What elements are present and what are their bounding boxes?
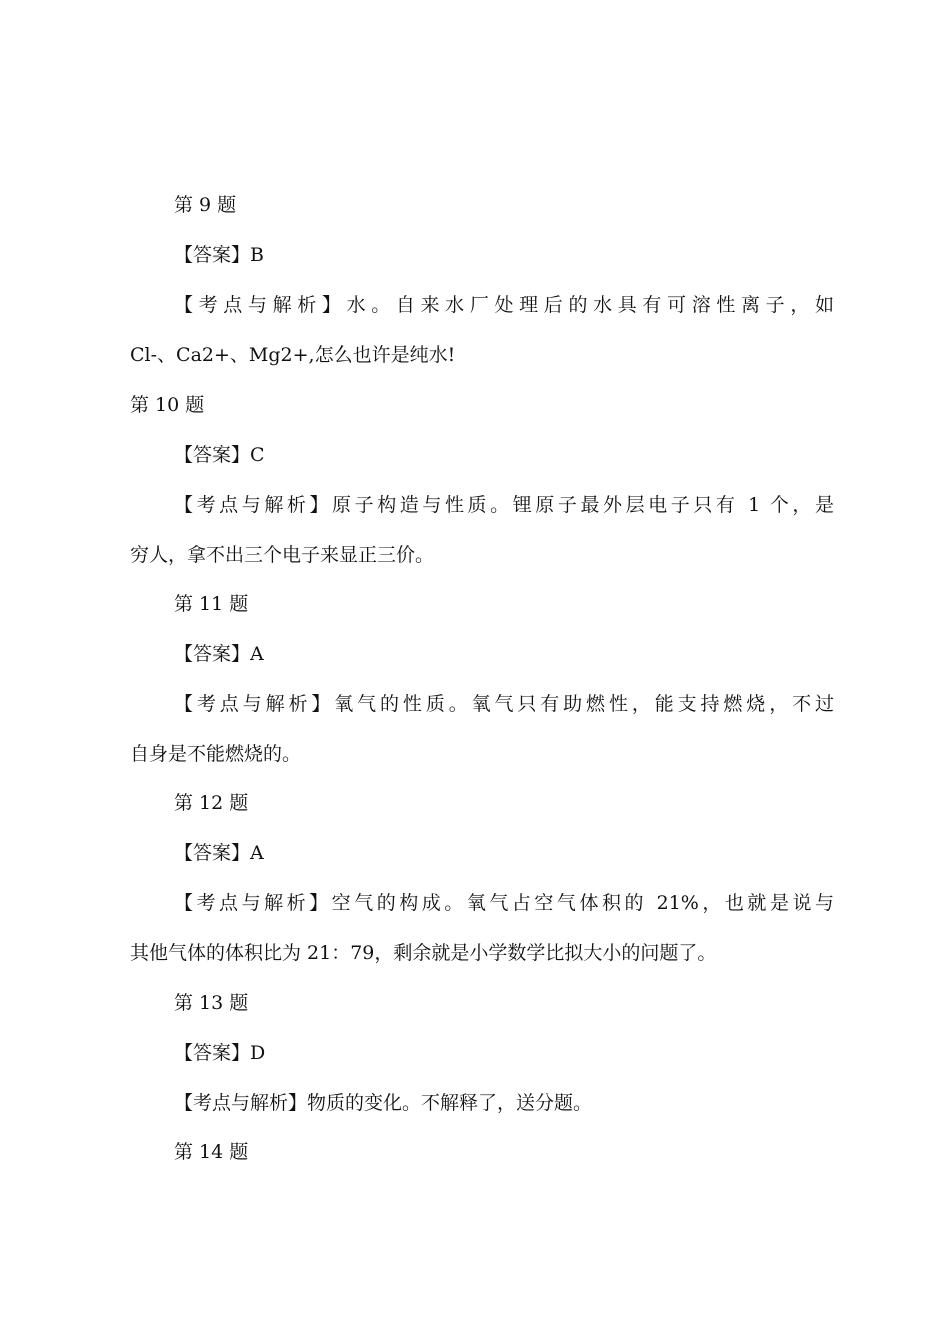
question-10-title: 第 10 题 <box>130 394 205 416</box>
question-9-analysis-line-2: Cl-、Ca2+、Mg2+,怎么也许是纯水! <box>130 344 456 366</box>
question-13-title: 第 13 题 <box>174 992 249 1014</box>
question-11-analysis-line-2: 自身是不能燃烧的。 <box>130 743 302 765</box>
question-10-answer: 【答案】C <box>174 444 265 466</box>
question-10-analysis-line-1: 【考点与解析】原子构造与性质。锂原子最外层电子只有 1 个，是 <box>174 494 834 516</box>
question-13-answer: 【答案】D <box>174 1042 266 1064</box>
question-12-analysis-line-1: 【考点与解析】空气的构成。氧气占空气体积的 21%，也就是说与 <box>174 892 834 914</box>
question-12-title: 第 12 题 <box>174 792 249 814</box>
question-9-answer: 【答案】B <box>174 244 264 266</box>
question-14-title: 第 14 题 <box>174 1141 249 1163</box>
question-11-analysis-line-1: 【考点与解析】氧气的性质。氧气只有助燃性，能支持燃烧，不过 <box>174 693 834 715</box>
question-10-analysis-line-2: 穷人，拿不出三个电子来显正三价。 <box>130 544 435 566</box>
question-9-title: 第 9 题 <box>174 194 237 216</box>
question-12-analysis-line-2: 其他气体的体积比为 21：79，剩余就是小学数学比拟大小的问题了。 <box>130 942 717 964</box>
question-11-title: 第 11 题 <box>174 593 249 615</box>
question-12-answer: 【答案】A <box>174 842 264 864</box>
question-9-analysis-line-1: 【考点与解析】水。自来水厂处理后的水具有可溶性离子，如 <box>174 294 834 316</box>
question-11-answer: 【答案】A <box>174 643 264 665</box>
question-13-analysis-line-1: 【考点与解析】物质的变化。不解释了，送分题。 <box>174 1092 593 1114</box>
